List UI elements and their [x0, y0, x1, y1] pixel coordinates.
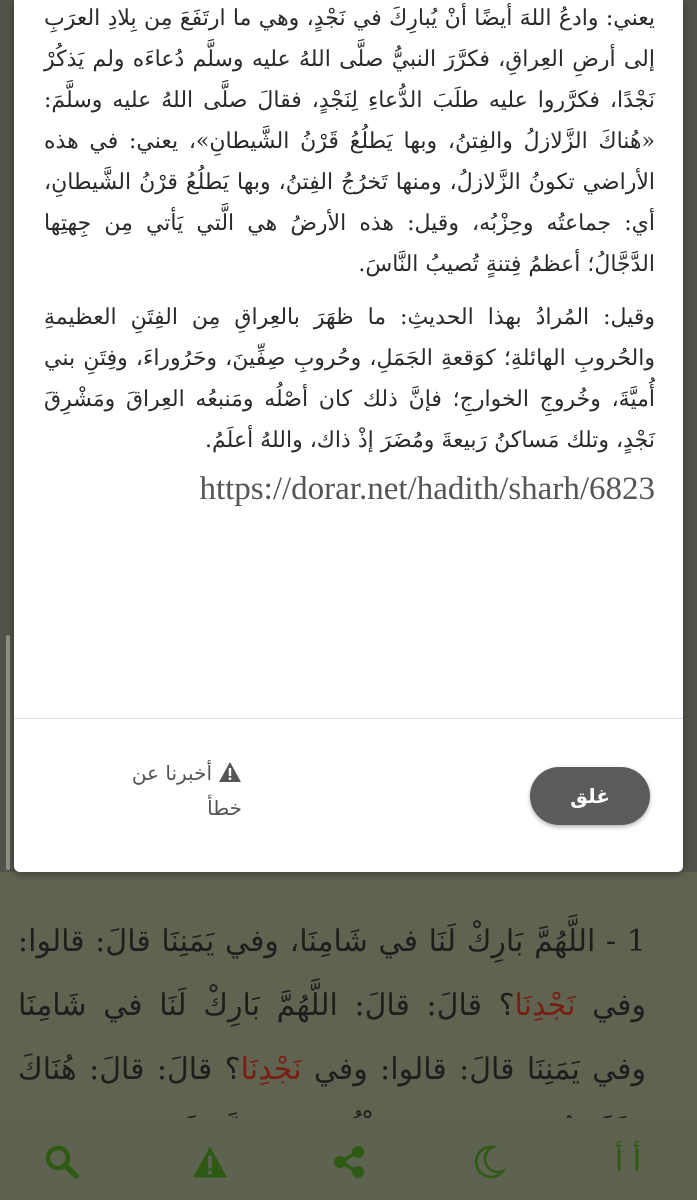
font-size-button[interactable] — [598, 1140, 658, 1184]
hadith-text-part: 1 - اللَّهُمَّ بَارِكْ لَنَا في شَامِنَا، وفي يَمَنِنَا قالَ: قالوا: وفي — [18, 924, 646, 1023]
search-button[interactable] — [40, 1140, 84, 1184]
hadith-highlight: نَجْدِنَا — [240, 1052, 302, 1087]
share-icon — [331, 1144, 367, 1180]
hadith-highlight: نَجْدِنَا — [514, 988, 576, 1023]
font-size-icon: أ أ — [614, 1144, 642, 1179]
dialog-divider — [14, 718, 683, 719]
explanation-text — [14, 0, 683, 461]
close-button[interactable]: غلق — [530, 767, 650, 825]
explanation-dialog — [14, 0, 683, 872]
source-link[interactable]: https://dorar.net/hadith/sharh/6823 — [199, 471, 655, 507]
hadith-text-part: ؟ قالَ: قالَ: هُنَاكَ — [18, 1052, 241, 1087]
background-right-strip — [683, 0, 697, 872]
night-mode-button[interactable] — [466, 1140, 510, 1184]
hadith-text-part: ؟ قالَ: قالَ: اللَّهُمَّ بَارِكْ لَنَا في شَامِنَا وفي يَمَنِنَا قالَ: قالوا: وفي — [18, 988, 647, 1087]
moon-icon — [469, 1143, 507, 1181]
share-button[interactable] — [327, 1140, 371, 1184]
report-error-link[interactable] — [102, 756, 242, 826]
hadith-text — [18, 910, 646, 1120]
warning-icon — [191, 1145, 229, 1179]
report-error-label: أخبرنا عن خطأ — [131, 761, 242, 820]
warning-icon — [218, 761, 242, 783]
dialog-body — [14, 0, 683, 718]
explanation-paragraph: يعني: وادعُ اللهَ أيضًا أنْ يُبارِكَ في نَجْدٍ، وهي ما ارتَفَعَ مِن بِلادِ العرَبِ إلى أرضِ العِراقِ، فكرَّرَ النبيُّ صلَّى اللهُ عليه وسلَّم دُعاءَه ولم يَذكُرْ نَجْدًا، فكرَّروا عليه طلَبَ الدُّعاءِ لِنَجْدٍ، فقالَ صلَّى اللهُ عليه وسلَّمَ: «هُناكَ الزَّلازلُ والفِتنُ، وبها يَطلُعُ قَرْنُ الشَّيطانِ»، يعني: في هذه الأراضي تكونُ الزَّلازلُ، ومنها تَخرُجُ الفِتنُ، وبها يَطلُعُ قرْنُ الشَّيطانِ، أي: جماعتُه وحِزْبُه، وقيل: هذه الأرضُ هي الَّتي يَأتي مِن جِهتِها الدَّجَّالُ؛ أعظمُ فِتنةٍ تُصيبُ النَّاسَ. — [44, 6, 655, 277]
page-scrollbar[interactable] — [6, 635, 10, 870]
report-button[interactable] — [188, 1140, 232, 1184]
search-icon — [44, 1144, 80, 1180]
explanation-paragraph: وقيل: المُرادُ بهذا الحديثِ: ما ظهَرَ بالعِراقِ مِن الفِتَنِ العظيمةِ والحُروبِ الهائلةِ؛ كوَقعةِ الجَمَلِ، وحُروبِ صِفِّينَ، وحَرُوراءَ، وفِتَنِ بني أُميَّةَ، وخُروجِ الخوارجِ؛ فإنَّ ذلك كان أصْلُه ومَنبعُه العِراقَ ومَشْرِقَ نَجْدٍ، وتلك مَساكنُ رَبيعةَ ومُضَرَ إذْ ذاك، واللهُ أعلَمُ. — [44, 305, 655, 453]
